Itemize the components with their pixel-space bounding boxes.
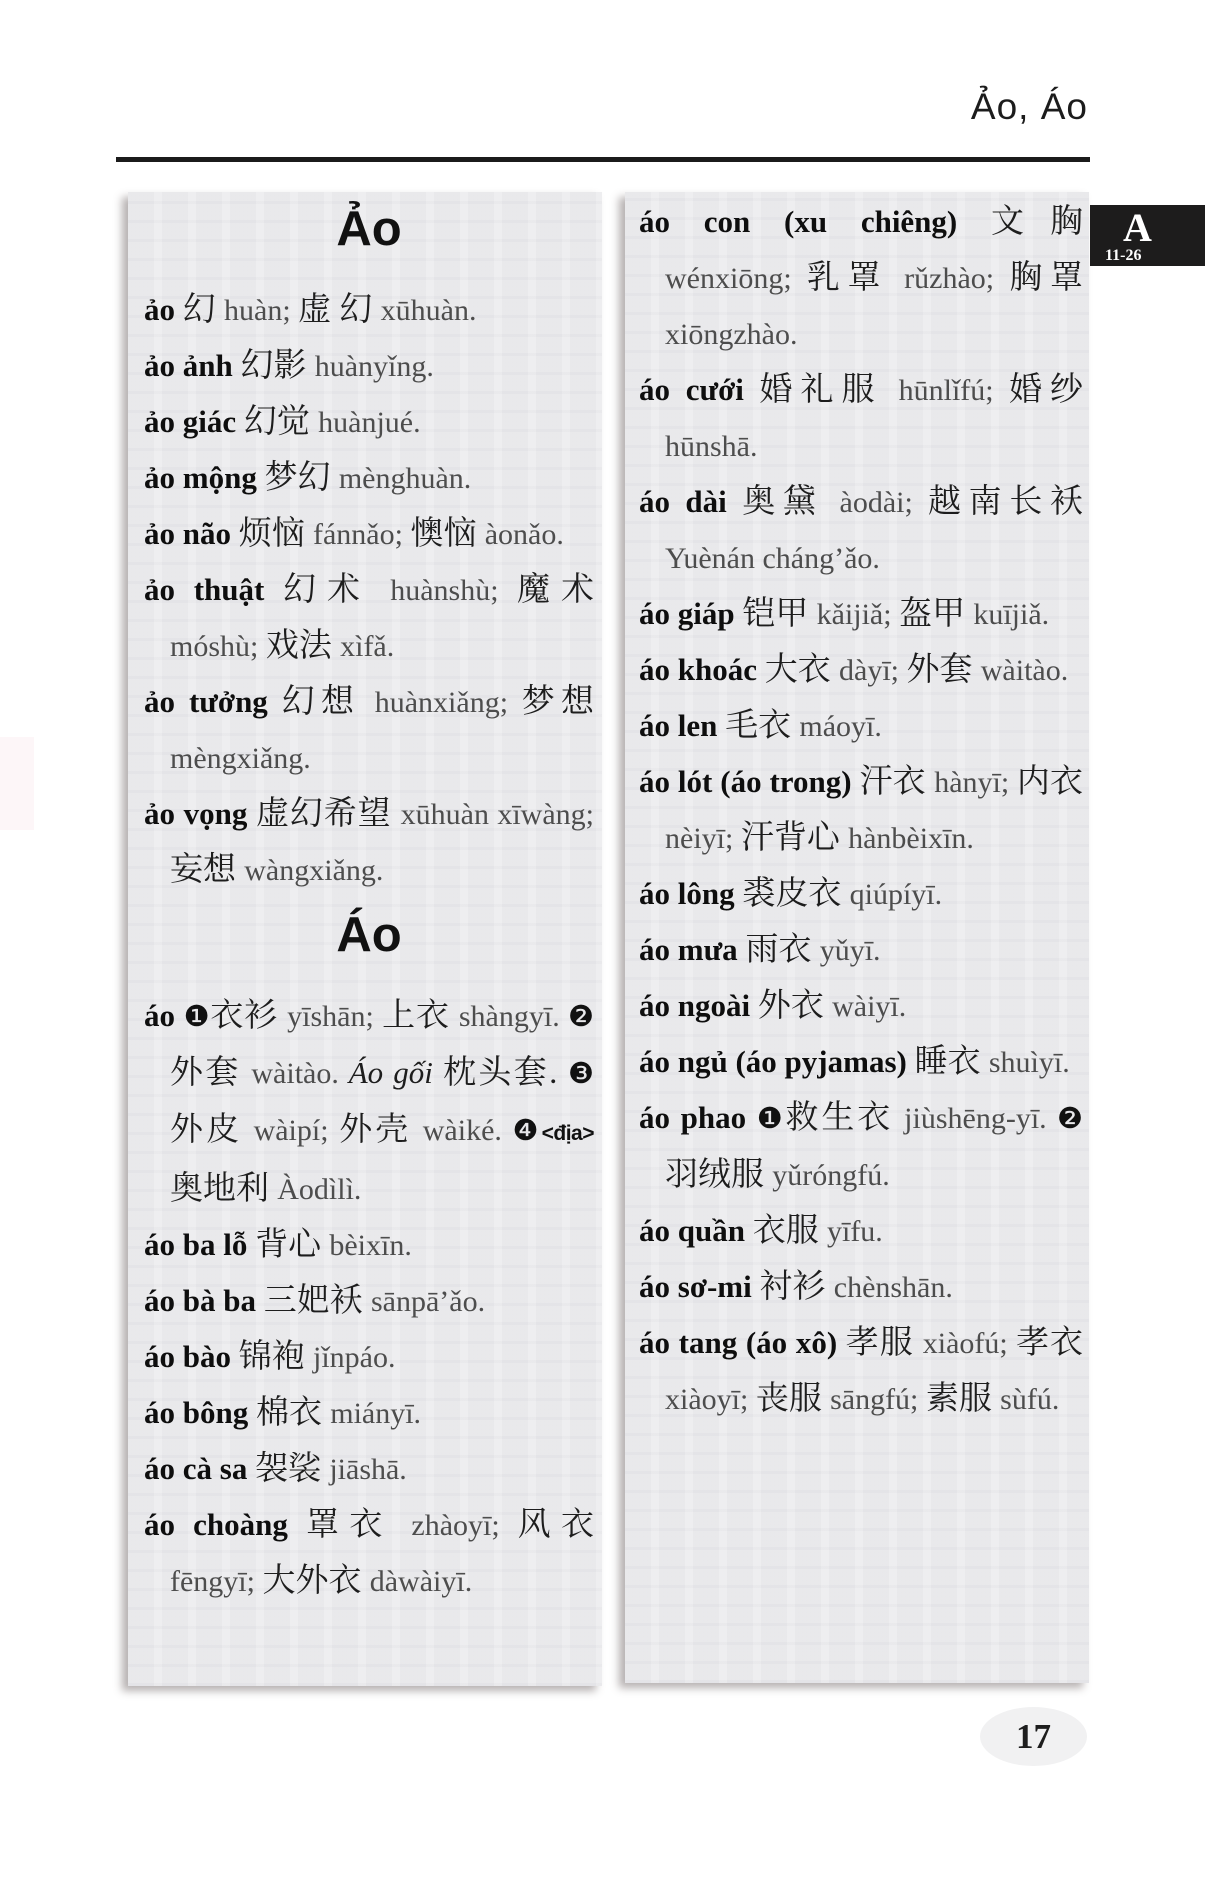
- entry-segment-py: huàn;: [224, 294, 299, 327]
- entry-segment-hw: áo len: [639, 708, 726, 743]
- dictionary-entry: [144, 506, 594, 562]
- entry-segment-hw: áo quần: [639, 1213, 753, 1248]
- entry-segment-hw: áo bào: [144, 1339, 239, 1374]
- section-heading: Ảo: [336, 202, 402, 256]
- entry-segment-py: xiōngzhào.: [665, 318, 798, 351]
- entry-segment-py: xiàofú;: [922, 1327, 1017, 1360]
- entry-segment-py: yǔróngfú.: [772, 1159, 890, 1192]
- dictionary-entry: [144, 338, 594, 394]
- thumb-tab: [1090, 205, 1205, 266]
- entry-segment-py: kuījiǎ.: [973, 598, 1050, 631]
- entry-segment-zh: 文胸: [991, 204, 1083, 240]
- entry-segment-zh: 幻: [182, 292, 224, 328]
- entry-segment-zh: 内衣: [1016, 764, 1083, 800]
- entry-segment-hw: ảo: [144, 292, 183, 327]
- entry-segment-zh: 虚 幻: [298, 292, 381, 328]
- running-head: Ảo, Áo: [970, 86, 1088, 127]
- entry-segment-py: wénxiōng;: [665, 262, 807, 295]
- entry-segment-hw: ảo ảnh: [144, 348, 241, 383]
- entry-segment-zh: 幻觉: [243, 404, 319, 440]
- dictionary-entry: [639, 1090, 1083, 1203]
- entry-segment-py: wàiké.: [422, 1114, 513, 1147]
- entry-segment-py: shuìyī.: [988, 1046, 1070, 1079]
- entry-segment-hw: áo ngoài: [639, 988, 758, 1023]
- entry-segment-zh: 虚幻希望: [256, 796, 401, 832]
- entry-segment-py: huànyǐng.: [314, 350, 434, 383]
- entry-segment-zh: 枕头套.: [443, 1055, 569, 1091]
- dictionary-entry: [639, 194, 1083, 362]
- entry-segment-zh: 三妑袄: [263, 1283, 371, 1319]
- entry-segment-hw: áo bông: [144, 1395, 256, 1430]
- page-number: 17: [1016, 1716, 1051, 1756]
- dictionary-entry: [639, 1259, 1083, 1315]
- dictionary-entry: [639, 474, 1083, 586]
- entry-segment-py: dàwàiyī.: [369, 1565, 473, 1598]
- entry-segment-py: wàitào.: [980, 654, 1069, 687]
- entry-segment-zh: 外皮: [170, 1112, 254, 1148]
- entry-segment-py: móshù;: [170, 630, 266, 663]
- entry-segment-py: àonǎo.: [484, 518, 564, 551]
- entry-segment-py: miányī.: [330, 1397, 422, 1430]
- entry-segment-py: sānpā’ǎo.: [370, 1285, 486, 1318]
- entry-segment-py: jiùshēng-yī.: [904, 1102, 1058, 1135]
- entry-segment-zh: 衣衫: [210, 998, 288, 1034]
- entry-segment-py: mènghuàn.: [338, 462, 472, 495]
- entry-segment-zh: 婚礼服: [759, 372, 899, 408]
- entry-segment-tag: <địa>: [541, 1122, 594, 1145]
- entry-segment-hw: áo ba lỗ: [144, 1227, 256, 1262]
- section-heading: Áo: [336, 908, 402, 962]
- entry-segment-zh: 铠甲: [742, 596, 817, 632]
- entry-segment-zh: 孝服: [845, 1325, 923, 1361]
- entry-segment-zh: 梦幻: [264, 460, 339, 496]
- thumb-tab-range: 11-26: [1105, 247, 1142, 264]
- entry-segment-hw: áo con (xu chiêng): [639, 204, 991, 239]
- entry-segment-zh: 罩衣: [306, 1507, 412, 1543]
- dictionary-entry: [144, 1217, 594, 1273]
- entry-segment-hw: ảo tưởng: [144, 684, 282, 719]
- entry-segment-zh: 衣服: [752, 1213, 827, 1249]
- dictionary-entry: [144, 282, 594, 338]
- entry-segment-hw: áo tang (áo xô): [639, 1325, 846, 1360]
- entry-segment-num: ❸: [568, 1058, 595, 1090]
- entry-segment-hw: áo mưa: [639, 932, 746, 967]
- thumb-tab-letter: A: [1123, 205, 1152, 250]
- entry-segment-zh: 幻影: [240, 348, 315, 384]
- dictionary-entry: [639, 866, 1083, 922]
- entry-segment-zh: 救生衣: [785, 1100, 905, 1136]
- entry-segment-zh: 汗背心: [740, 820, 849, 856]
- entry-segment-hw: ảo não: [144, 516, 239, 551]
- dictionary-entry: [639, 922, 1083, 978]
- entry-segment-it: Áo gối: [348, 1055, 444, 1090]
- entry-segment-zh: 袈裟: [255, 1451, 330, 1487]
- entry-segment-py: hūnlǐfú;: [898, 374, 1010, 407]
- entry-segment-py: huànjué.: [318, 406, 421, 439]
- dictionary-column-right: [625, 192, 1089, 1683]
- entry-segment-hw: ảo vọng: [144, 796, 256, 831]
- page-number-badge: [980, 1707, 1087, 1766]
- entry-segment-zh: 毛衣: [725, 708, 800, 744]
- entry-segment-hw: áo lông: [639, 876, 743, 911]
- entry-segment-zh: 棉衣: [255, 1395, 331, 1431]
- entry-segment-zh: 上衣: [382, 998, 459, 1034]
- entry-segment-py: mèngxiǎng.: [170, 742, 311, 775]
- entry-segment-py: yīfu.: [826, 1215, 883, 1248]
- entry-segment-py: bèixīn.: [329, 1229, 412, 1262]
- dictionary-entry: [639, 586, 1083, 642]
- entry-segment-hw: áo ngủ (áo pyjamas): [639, 1044, 915, 1079]
- entry-segment-zh: 丧服: [755, 1381, 831, 1417]
- entry-segment-py: Àodìlì.: [277, 1173, 362, 1206]
- entry-segment-zh: 外衣: [757, 988, 833, 1024]
- entry-segment-py: xūhuàn xīwàng;: [400, 798, 595, 831]
- entry-segment-py: fēngyī;: [170, 1565, 263, 1598]
- entry-segment-py: sùfú.: [1000, 1383, 1060, 1416]
- entry-segment-py: dàyī;: [839, 654, 907, 687]
- entry-segment-hw: áo dài: [639, 484, 743, 519]
- dictionary-entry: [144, 450, 594, 506]
- entry-segment-zh: 懊恼: [410, 516, 485, 552]
- entry-segment-num: ❷: [568, 1001, 595, 1033]
- dictionary-entry: [639, 978, 1083, 1034]
- header-rule: [116, 157, 1090, 162]
- entry-segment-py: shàngyī.: [458, 1000, 569, 1033]
- dictionary-entry: [144, 988, 594, 1217]
- entry-segment-zh: 睡衣: [914, 1044, 989, 1080]
- entry-segment-zh: 衬衫: [759, 1269, 834, 1305]
- entry-segment-py: àodài;: [839, 486, 928, 519]
- entry-segment-zh: 孝衣: [1016, 1325, 1084, 1361]
- entry-segment-py: máoyī.: [799, 710, 882, 743]
- entry-segment-py: huànxiǎng;: [374, 686, 522, 719]
- dictionary-entry: [639, 1034, 1083, 1090]
- entry-segment-hw: áo phao: [639, 1100, 757, 1135]
- entry-segment-zh: 裘皮衣: [742, 876, 850, 912]
- entry-segment-py: wàiyī.: [832, 990, 907, 1023]
- entry-segment-hw: áo giáp: [639, 596, 743, 631]
- dictionary-entry: [639, 698, 1083, 754]
- entry-segment-zh: 背心: [255, 1227, 330, 1263]
- entry-segment-zh: 锦袍: [238, 1339, 313, 1375]
- entry-segment-hw: ảo thuật: [144, 572, 284, 607]
- entry-segment-zh: 素服: [925, 1381, 1001, 1417]
- entry-segment-py: wàngxiǎng.: [244, 854, 384, 887]
- entry-segment-num: ❷: [1057, 1103, 1084, 1135]
- entry-segment-py: hànbèixīn.: [848, 822, 974, 855]
- entry-segment-hw: áo lót (áo trong): [639, 764, 860, 799]
- entry-segment-zh: 大衣: [764, 652, 839, 688]
- entry-segment-zh: 奥地利: [170, 1171, 278, 1207]
- entry-segment-hw: áo: [144, 998, 184, 1033]
- entry-segment-hw: áo bà ba: [144, 1283, 264, 1318]
- entry-segment-zh: 雨衣: [745, 932, 820, 968]
- entry-segment-py: hànyī;: [934, 766, 1017, 799]
- entry-segment-zh: 乳罩: [806, 260, 905, 296]
- entry-segment-zh: 外套: [906, 652, 981, 688]
- entry-segment-hw: áo sơ-mi: [639, 1269, 760, 1304]
- entry-segment-hw: ảo mộng: [144, 460, 265, 495]
- entry-segment-py: xiàoyī;: [665, 1383, 756, 1416]
- entry-segment-num: ❶: [183, 1001, 211, 1033]
- entry-segment-zh: 越南长袄: [927, 484, 1084, 520]
- dictionary-entry: [639, 1315, 1083, 1427]
- dictionary-entry: [144, 394, 594, 450]
- entry-segment-py: rǔzhào;: [904, 262, 1010, 295]
- entry-segment-py: xūhuàn.: [380, 294, 477, 327]
- entry-segment-py: fánnǎo;: [313, 518, 411, 551]
- entry-segment-py: hūnshā.: [665, 430, 758, 463]
- entry-segment-py: kǎijiǎ;: [816, 598, 900, 631]
- entry-segment-zh: 梦想: [521, 684, 594, 720]
- dictionary-entry: [639, 362, 1083, 474]
- entry-segment-py: wàitào.: [251, 1057, 349, 1090]
- entry-segment-num: ❹: [512, 1115, 542, 1147]
- entry-segment-py: zhàoyī;: [411, 1509, 518, 1542]
- dictionary-entry: [144, 1441, 594, 1497]
- entry-segment-py: Yuènán cháng’ǎo.: [665, 542, 880, 575]
- dictionary-entry: [144, 1329, 594, 1385]
- entry-segment-py: sāngfú;: [830, 1383, 926, 1416]
- entry-segment-zh: 幻术: [283, 572, 391, 608]
- entry-segment-zh: 婚纱: [1009, 372, 1084, 408]
- dictionary-entry: [144, 1497, 594, 1609]
- dictionary-entry: [144, 1385, 594, 1441]
- entry-segment-py: qiúpíyī.: [849, 878, 943, 911]
- dictionary-entry: [144, 1273, 594, 1329]
- entry-segment-py: wàipí;: [253, 1114, 340, 1147]
- entry-segment-zh: 戏法: [265, 628, 341, 664]
- entry-segment-zh: 盔甲: [899, 596, 974, 632]
- dictionary-entry: [144, 786, 594, 898]
- dictionary-entry: [144, 562, 594, 674]
- dictionary-column-left: [128, 192, 602, 1686]
- entry-segment-zh: 妄想: [170, 852, 245, 888]
- entry-segment-py: huànshù;: [390, 574, 518, 607]
- entry-segment-zh: 幻想: [281, 684, 375, 720]
- entry-segment-zh: 风衣: [517, 1507, 594, 1543]
- entry-segment-zh: 大外衣: [262, 1563, 370, 1599]
- entry-segment-hw: ảo giác: [144, 404, 244, 439]
- entry-segment-py: nèiyī;: [665, 822, 741, 855]
- entry-segment-hw: áo choàng: [144, 1507, 307, 1542]
- entry-segment-hw: áo khoác: [639, 652, 765, 687]
- entry-segment-py: jiāshā.: [329, 1453, 407, 1486]
- dictionary-entry: [144, 674, 594, 786]
- entry-segment-zh: 胸罩: [1009, 260, 1083, 296]
- entry-segment-py: jǐnpáo.: [313, 1341, 396, 1374]
- entry-segment-py: xìfǎ.: [340, 630, 395, 663]
- entry-segment-py: chènshān.: [833, 1271, 953, 1304]
- entry-segment-hw: áo cà sa: [144, 1451, 256, 1486]
- scan-artifact: [0, 737, 34, 830]
- entry-segment-hw: áo cưới: [639, 372, 760, 407]
- entry-segment-zh: 魔术: [517, 572, 594, 608]
- entry-segment-num: ❶: [756, 1103, 786, 1135]
- entry-segment-py: yīshān;: [287, 1000, 383, 1033]
- entry-segment-zh: 外套: [170, 1055, 252, 1091]
- entry-segment-zh: 外壳: [339, 1112, 423, 1148]
- dictionary-entry: [639, 642, 1083, 698]
- entry-segment-zh: 羽绒服: [665, 1157, 773, 1193]
- dictionary-entry: [639, 754, 1083, 866]
- entry-segment-zh: 奥黛: [742, 484, 840, 520]
- entry-segment-zh: 烦恼: [238, 516, 313, 552]
- entry-segment-zh: 汗衣: [859, 764, 935, 800]
- entry-segment-py: yǔyī.: [819, 934, 881, 967]
- dictionary-entry: [639, 1203, 1083, 1259]
